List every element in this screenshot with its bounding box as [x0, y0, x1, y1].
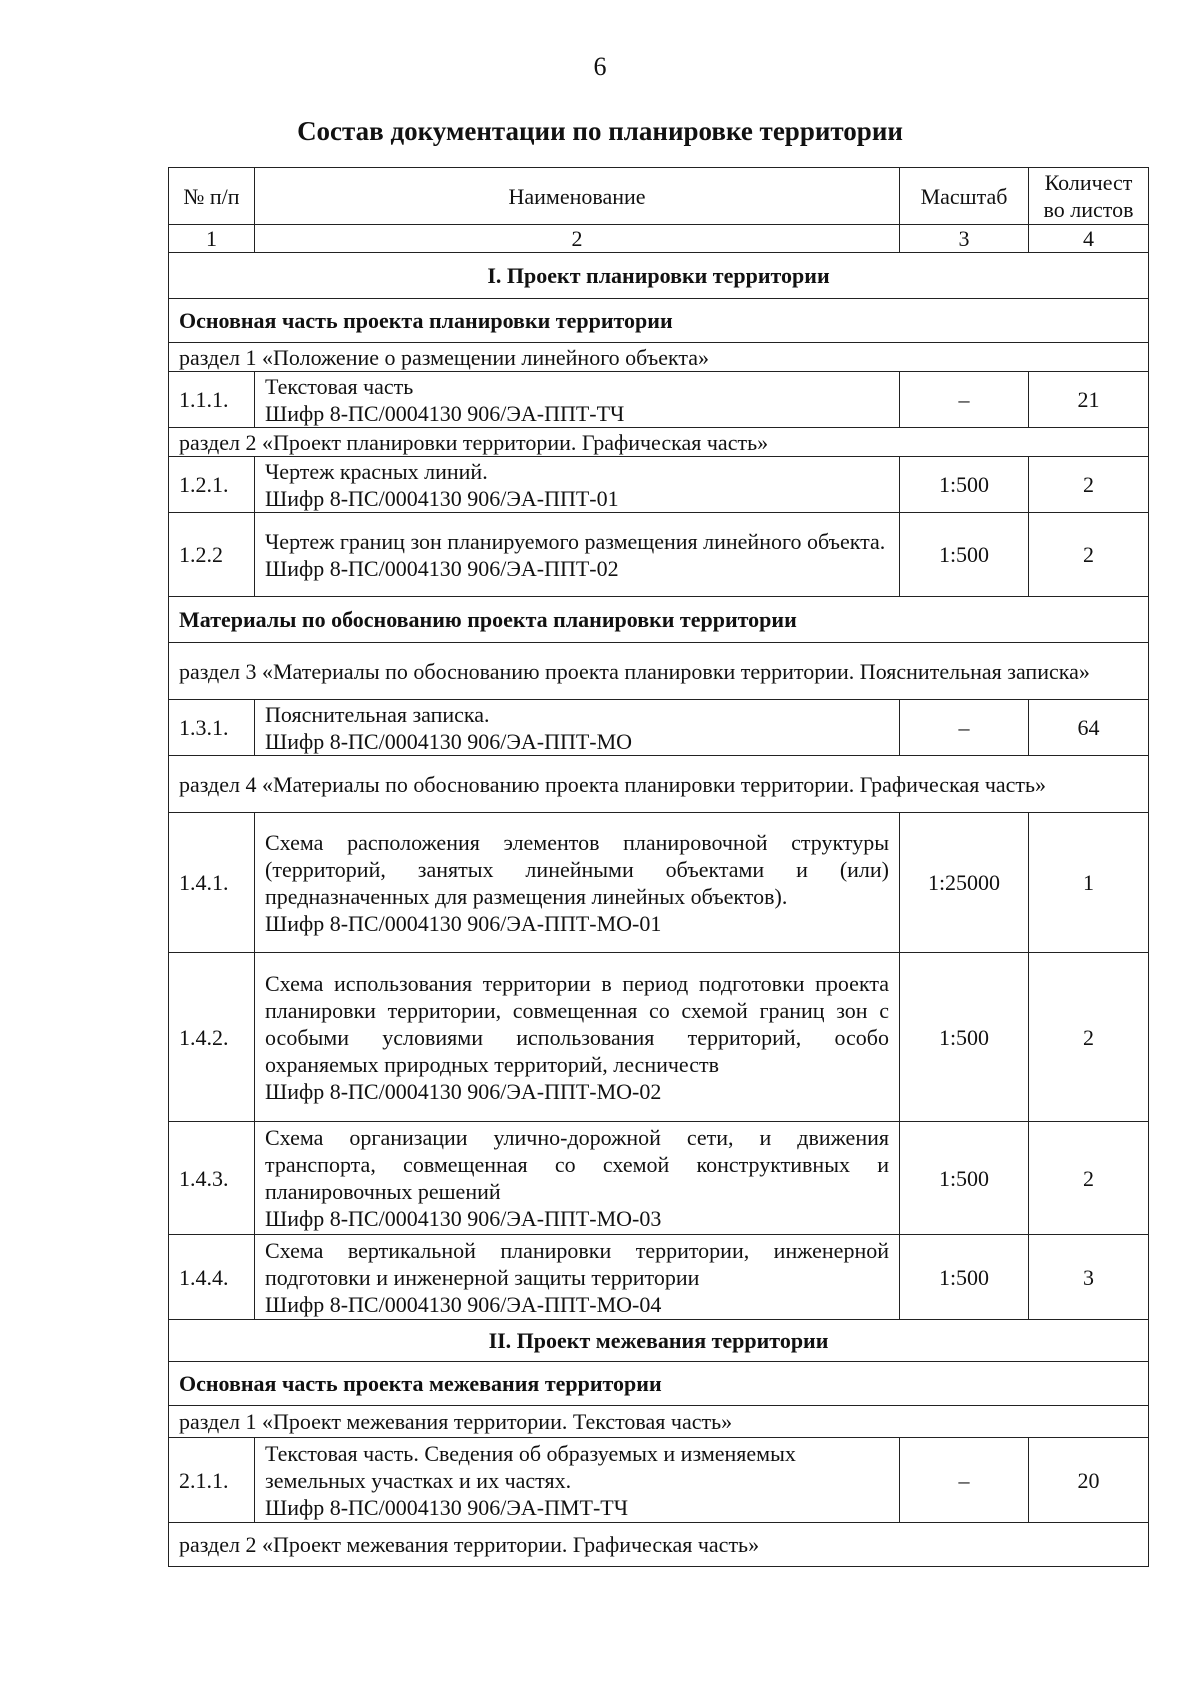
- item-scale: 1:500: [900, 953, 1029, 1122]
- subsection-row: [169, 597, 1149, 643]
- column-number: 2: [255, 225, 900, 253]
- item-scale: 1:500: [900, 1235, 1029, 1320]
- item-code: Шифр 8-ПС/0004130 906/ЭА-ПМТ-ТЧ: [265, 1494, 629, 1520]
- item-sheets: 2: [1029, 513, 1149, 597]
- header-sheets: [1029, 168, 1149, 225]
- item-number: 1.4.2.: [169, 953, 255, 1122]
- item-code: Шифр 8-ПС/0004130 906/ЭА-ППТ-МО-03: [265, 1206, 662, 1231]
- item-name: [255, 372, 900, 428]
- subsection-heading: Основная часть проекта планировки территории: [169, 299, 1149, 343]
- item-name: [255, 513, 900, 597]
- item-number: 1.3.1.: [169, 700, 255, 756]
- item-title: Схема расположения элементов планировочной структуры (территорий, занятых линейными объектами и (или) предназначенных для размещения линейных объектов).: [265, 829, 889, 909]
- item-title: Текстовая часть. Сведения об образуемых и изменяемых земельных участках и их частях.: [265, 1440, 796, 1493]
- razdel-heading: раздел 1 «Положение о размещении линейного объекта»: [169, 343, 1149, 372]
- razdel-row: [169, 643, 1149, 700]
- razdel-row: [169, 756, 1149, 813]
- table-row: [169, 1438, 1149, 1523]
- item-scale: 1:25000: [900, 813, 1029, 953]
- item-sheets: 2: [1029, 457, 1149, 513]
- item-name: [255, 1122, 900, 1235]
- section-heading: I. Проект планировки территории: [169, 253, 1149, 299]
- item-title: Схема использования территории в период подготовки проекта планировки территории, совмещенная со схемой границ зон с особыми условиями использования территорий, особо охраняемых природных территорий, лесничеств: [265, 970, 889, 1077]
- razdel-row: [169, 1523, 1149, 1567]
- table-row: [169, 457, 1149, 513]
- razdel-row: [169, 343, 1149, 372]
- item-code: Шифр 8-ПС/0004130 906/ЭА-ППТ-01: [265, 485, 619, 511]
- table-row: [169, 953, 1149, 1122]
- header-number: № п/п: [169, 168, 255, 225]
- item-name: [255, 1438, 900, 1523]
- document-title: Состав документации по планировке территории: [297, 116, 903, 146]
- item-name: [255, 1235, 900, 1320]
- item-sheets: 64: [1029, 700, 1149, 756]
- column-number: 4: [1029, 225, 1149, 253]
- item-sheets: 2: [1029, 953, 1149, 1122]
- item-title: Текстовая часть: [265, 373, 414, 399]
- item-scale: 1:500: [900, 1122, 1029, 1235]
- razdel-row: [169, 1406, 1149, 1438]
- item-title: Чертеж границ зон планируемого размещения линейного объекта.: [265, 528, 886, 554]
- item-name: [255, 700, 900, 756]
- subsection-row: [169, 1362, 1149, 1406]
- item-scale: 1:500: [900, 513, 1029, 597]
- razdel-heading: раздел 2 «Проект межевания территории. Графическая часть»: [169, 1523, 1149, 1567]
- item-number: 1.1.1.: [169, 372, 255, 428]
- razdel-heading: раздел 1 «Проект межевания территории. Текстовая часть»: [169, 1406, 1149, 1438]
- header-sheets-line1: Количест: [1044, 170, 1133, 195]
- item-title: Чертеж красных линий.: [265, 458, 488, 484]
- item-code: Шифр 8-ПС/0004130 906/ЭА-ППТ-МО-01: [265, 910, 662, 936]
- section-row: [169, 253, 1149, 299]
- razdel-heading: раздел 3 «Материалы по обоснованию проекта планировки территории. Пояснительная записка»: [169, 643, 1149, 700]
- documentation-table: [168, 167, 1149, 1567]
- item-scale: –: [900, 372, 1029, 428]
- item-sheets: 20: [1029, 1438, 1149, 1523]
- item-title: Схема вертикальной планировки территории, инженерной подготовки и инженерной защиты территории: [265, 1237, 889, 1290]
- item-sheets: 3: [1029, 1235, 1149, 1320]
- subsection-heading: Основная часть проекта межевания территории: [169, 1362, 1149, 1406]
- item-number: 1.2.2: [169, 513, 255, 597]
- column-number-row: [169, 225, 1149, 253]
- page-number: 6: [593, 52, 607, 81]
- item-number: 1.4.4.: [169, 1235, 255, 1320]
- item-code: Шифр 8-ПС/0004130 906/ЭА-ППТ-02: [265, 555, 619, 581]
- item-scale: 1:500: [900, 457, 1029, 513]
- table-row: [169, 513, 1149, 597]
- table-header-row: [169, 168, 1149, 225]
- item-name: [255, 953, 900, 1122]
- item-scale: –: [900, 700, 1029, 756]
- item-number: 1.2.1.: [169, 457, 255, 513]
- item-number: 2.1.1.: [169, 1438, 255, 1523]
- item-code: Шифр 8-ПС/0004130 906/ЭА-ППТ-ТЧ: [265, 400, 625, 426]
- table-row: [169, 1122, 1149, 1235]
- section-row: [169, 1320, 1149, 1362]
- item-number: 1.4.3.: [169, 1122, 255, 1235]
- table-row: [169, 1235, 1149, 1320]
- subsection-heading: Материалы по обоснованию проекта планировки территории: [169, 597, 1149, 643]
- item-title: Схема организации улично-дорожной сети, и движения транспорта, совмещенная со схемой конструктивных и планировочных решений: [265, 1125, 889, 1204]
- table-row: [169, 372, 1149, 428]
- header-name: Наименование: [255, 168, 900, 225]
- table-row: [169, 813, 1149, 953]
- razdel-heading: раздел 2 «Проект планировки территории. Графическая часть»: [169, 428, 1149, 457]
- razdel-heading: раздел 4 «Материалы по обоснованию проекта планировки территории. Графическая часть»: [169, 756, 1149, 813]
- item-title: Пояснительная записка.: [265, 701, 490, 727]
- item-name: [255, 457, 900, 513]
- header-scale: Масштаб: [900, 168, 1029, 225]
- item-code: Шифр 8-ПС/0004130 906/ЭА-ППТ-МО-04: [265, 1291, 662, 1317]
- item-scale: –: [900, 1438, 1029, 1523]
- item-sheets: 21: [1029, 372, 1149, 428]
- item-name: [255, 813, 900, 953]
- item-number: 1.4.1.: [169, 813, 255, 953]
- item-sheets: 2: [1029, 1122, 1149, 1235]
- item-code: Шифр 8-ПС/0004130 906/ЭА-ППТ-МО: [265, 728, 633, 754]
- table-row: [169, 700, 1149, 756]
- header-sheets-line2: во листов: [1043, 197, 1134, 222]
- razdel-row: [169, 428, 1149, 457]
- item-sheets: 1: [1029, 813, 1149, 953]
- section-heading: II. Проект межевания территории: [169, 1320, 1149, 1362]
- subsection-row: [169, 299, 1149, 343]
- item-code: Шифр 8-ПС/0004130 906/ЭА-ППТ-МО-02: [265, 1078, 662, 1104]
- column-number: 1: [169, 225, 255, 253]
- column-number: 3: [900, 225, 1029, 253]
